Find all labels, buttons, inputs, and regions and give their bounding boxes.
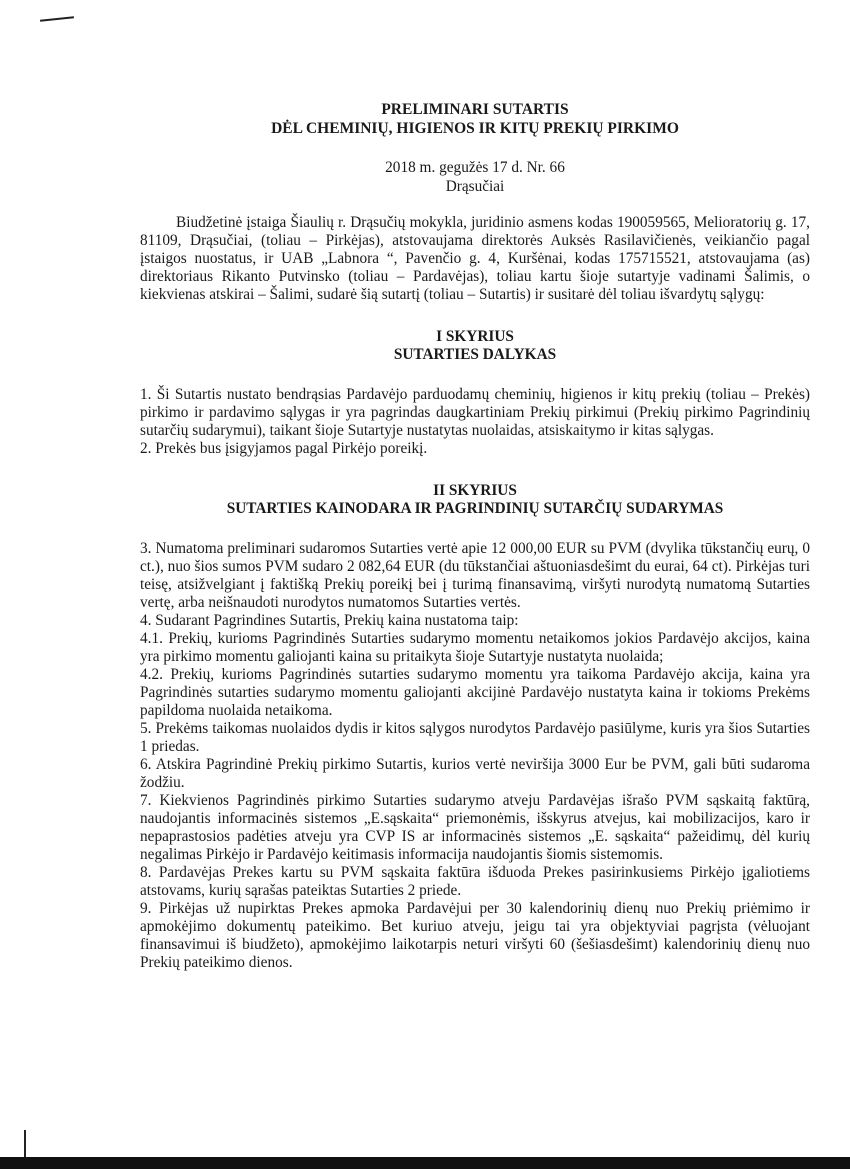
clause: 9. Pirkėjas už nupirktas Prekes apmoka Pardavėjui per 30 kalendorinių dienų nuo Prekių priėmimo ir apmokėjimo dokumentų pateikimo. Bet kuriuo atveju, jeigu tai yra objektyviai pagrįsta (vėluojant finansavimui iš biudžeto), apmokėjimo laikotarpis neturi viršyti 60 (šešiasdešimt) kalendorinių dienų nuo Prekių pateikimo dienos. <box>140 900 810 971</box>
clause: 4.1. Prekių, kurioms Pagrindinės Sutarties sudarymo momentu netaikomos jokios Pardavėjo akcijos, kaina yra pirkimo momentu galiojanti kaina su pritaikyta šioje Sutartyje nustatyta nuolaida; <box>140 630 810 665</box>
chapter-1-items <box>140 386 810 458</box>
clause: 2. Prekės bus įsigyjamos pagal Pirkėjo poreikį. <box>140 440 428 457</box>
clause: 7. Kiekvienos Pagrindinės pirkimo Sutarties sudarymo atveju Pardavėjas išrašo PVM sąskaitą faktūrą, naudojantis informacinės sistemos „E.sąskaita“ priemonėmis, išskyrus atvejus, kai mobilizacijos, karo ir nepaprastosios padėties atveju yra CVP IS ar informacinės sistemos „E. sąskaita“ pažeidimų, dėl kurių negalimas Pirkėjo ir Pardavėjo keitimasis informacija naudojantis šiomis sistemomis. <box>140 792 810 863</box>
chapter-2-heading <box>140 482 810 518</box>
contract-document <box>140 100 810 972</box>
date-number: 2018 m. gegužės 17 d. Nr. 66 <box>385 159 565 176</box>
clause: 5. Prekėms taikomas nuolaidos dydis ir kitos sąlygos nurodytos Pardavėjo pasiūlyme, kuris yra šios Sutarties 1 priedas. <box>140 720 810 755</box>
clause: 6. Atskira Pagrindinė Prekių pirkimo Sutartis, kurios vertė neviršija 3000 Eur be PVM, gali būti sudaroma žodžiu. <box>140 756 810 791</box>
document-title <box>140 100 810 138</box>
title-line-2: DĖL CHEMINIŲ, HIGIENOS IR KITŲ PREKIŲ PIRKIMO <box>271 120 679 137</box>
scan-bottom-edge <box>0 1157 850 1169</box>
chapter-1-heading <box>140 328 810 364</box>
document-meta <box>140 158 810 196</box>
place: Drąsučiai <box>445 178 505 195</box>
chapter-number: I SKYRIUS <box>436 328 514 345</box>
scan-pen-mark <box>40 16 74 22</box>
clause: 4. Sudarant Pagrindines Sutartis, Prekių kaina nustatoma taip: <box>140 612 519 629</box>
scan-margin-mark <box>24 1130 26 1158</box>
clause: 4.2. Prekių, kurioms Pagrindinės sutarties sudarymo momentu yra taikoma Pardavėjo akcija, kaina yra Pagrindinės sutarties sudarymo momentu galiojanti akcijinė Pardavėjo nustatyta kaina ir tokioms Prekėms papildoma nuolaida netaikoma. <box>140 666 810 719</box>
chapter-title: SUTARTIES KAINODARA IR PAGRINDINIŲ SUTARČIŲ SUDARYMAS <box>226 500 724 517</box>
clause: 1. Ši Sutartis nustato bendrąsias Pardavėjo parduodamų cheminių, higienos ir kitų prekių (toliau – Prekės) pirkimo ir pardavimo sąlygas ir yra pagrindas daugkartiniam Prekių pirkimui (Prekių pirkimo Pagrindinių sutarčių sudarymui), taikant šioje Sutartyje nustatytas nuolaidas, atsiskaitymo ir kitas sąlygas. <box>140 386 810 439</box>
clause: 8. Pardavėjas Prekes kartu su PVM sąskaita faktūra išduoda Prekes pasirinkusiems Pirkėjo įgaliotiems atstovams, kurių sąrašas pateiktas Sutarties 2 priede. <box>140 864 810 899</box>
chapter-2-items <box>140 540 810 972</box>
chapter-number: II SKYRIUS <box>433 482 517 499</box>
intro-paragraph: Biudžetinė įstaiga Šiaulių r. Drąsučių mokykla, juridinio asmens kodas 190059565, Melioratorių g. 17, 81109, Drąsučiai, (toliau – Pirkėjas), atstovaujama direktorės Auksės Rasilavičienės, veikiančio pagal įstaigos nuostatus, ir UAB „Labnora “, Pavenčio g. 4, Kuršėnai, kodas 175715521, atstovaujama (as) direktoriaus Rikanto Putvinsko (toliau – Pardavėjas), toliau kartu šioje sutartyje vadinami Šalimis, o kiekvienas atskirai – Šalimi, sudarė šią sutartį (toliau – Sutartis) ir susitarė dėl toliau išvardytų sąlygų: <box>140 214 810 303</box>
chapter-title: SUTARTIES DALYKAS <box>393 346 557 363</box>
title-line-1: PRELIMINARI SUTARTIS <box>381 101 569 118</box>
clause: 3. Numatoma preliminari sudaromos Sutarties vertė apie 12 000,00 EUR su PVM (dvylika tūkstančių eurų, 0 ct.), nuo šios sumos PVM sudaro 2 082,64 EUR (du tūkstančiai aštuoniasdešimt du eurai, 64 ct). Pirkėjas turi teisę, atsižvelgiant į faktišką Prekių poreikį bei į turimą finansavimą, viršyti nurodytą numatomą Sutarties vertę, arba neišnaudoti nurodytos numatomos Sutarties vertės. <box>140 540 810 611</box>
